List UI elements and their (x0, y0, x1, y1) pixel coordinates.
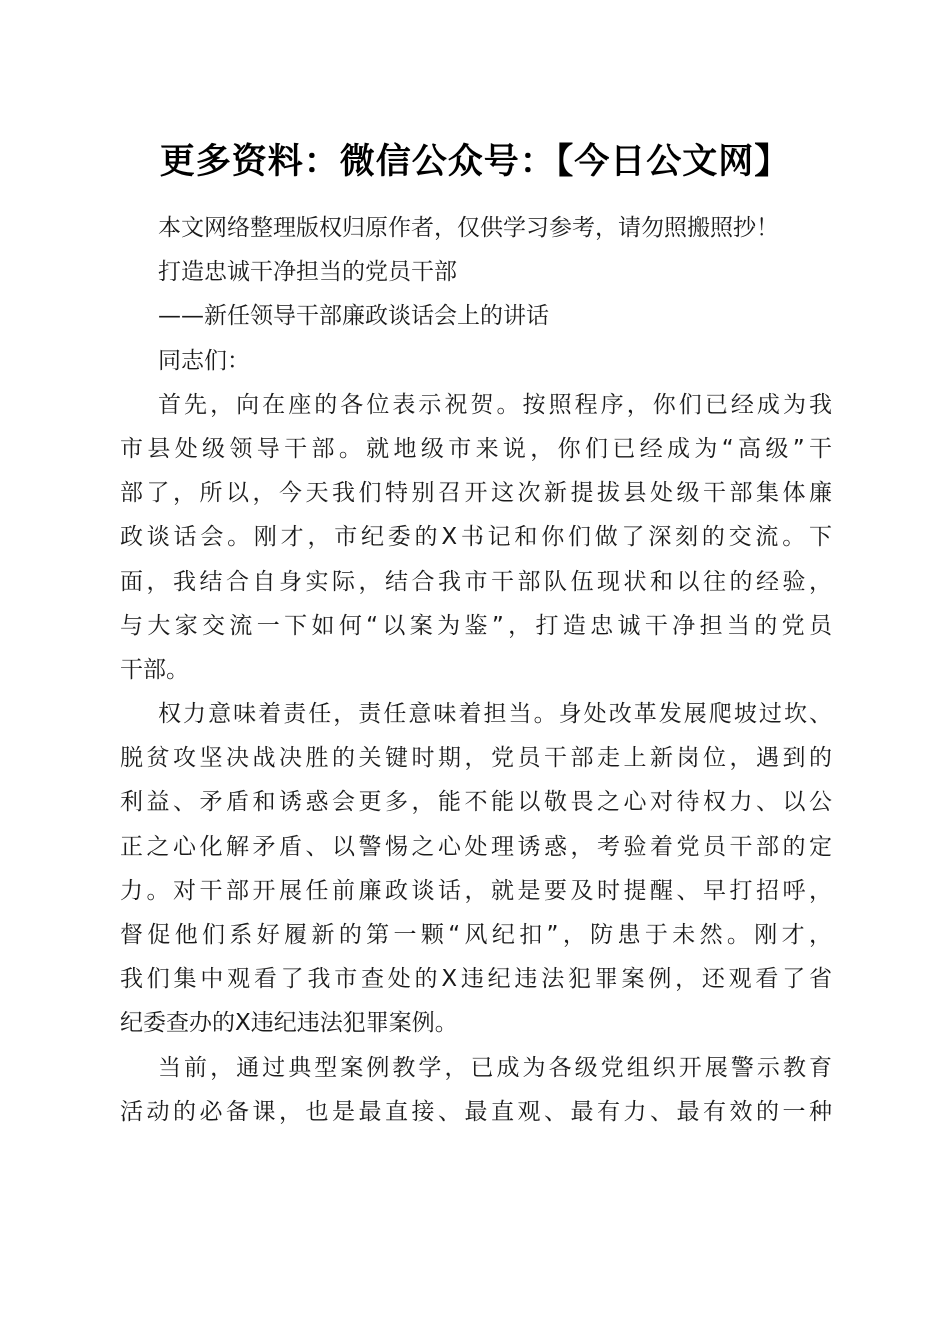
paragraph (120, 383, 832, 692)
paragraph-line: 利益、矛盾和诱惑会更多，能不能以敬畏之心对待权力、以公 (120, 789, 832, 816)
paragraph-line: 当前，通过典型案例教学，已成为各级党组织开展警示教育 (158, 1054, 832, 1081)
paragraph-line: 纪委查办的X违纪违法犯罪案例。 (120, 1010, 458, 1037)
speech-subtitle: ——新任领导干部廉政谈话会上的讲话 (158, 303, 549, 330)
paragraph-line: 市县处级领导干部。就地级市来说，你们已经成为“高级”干 (120, 435, 832, 462)
paragraph (120, 692, 832, 1046)
copyright-notice: 本文网络整理版权归原作者，仅供学习参考，请勿照搬照抄！ (158, 215, 779, 241)
paragraph-line: 首先，向在座的各位表示祝贺。按照程序，你们已经成为我 (158, 391, 832, 418)
paragraph-line: 活动的必备课，也是最直接、最直观、最有力、最有效的一种 (120, 1098, 832, 1125)
paragraph-line: 力。对干部开展任前廉政谈话，就是要及时提醒、早打招呼， (120, 877, 832, 904)
paragraph-line: 干部。 (120, 656, 189, 683)
paragraph (120, 1046, 832, 1134)
paragraph-line: 部了，所以，今天我们特别召开这次新提拔县处级干部集体廉 (120, 480, 832, 507)
paragraph-line: 面，我结合自身实际，结合我市干部队伍现状和以往的经验， (120, 568, 832, 595)
paragraph-line: 政谈话会。刚才，市纪委的X书记和你们做了深刻的交流。下 (120, 524, 832, 551)
salutation: 同志们： (158, 347, 250, 374)
speech-title: 打造忠诚干净担当的党员干部 (158, 259, 457, 286)
document-body (120, 206, 832, 1134)
paragraph-line: 脱贫攻坚决战决胜的关键时期，党员干部走上新岗位，遇到的 (120, 745, 832, 772)
paragraph-line: 权力意味着责任，责任意味着担当。身处改革发展爬坡过坎、 (158, 701, 832, 728)
paragraph-line: 督促他们系好履新的第一颗“风纪扣”，防患于未然。刚才， (120, 922, 832, 948)
paragraph-line: 正之心化解矛盾、以警惕之心处理诱惑，考验着党员干部的定 (120, 833, 832, 860)
paragraph-line: 我们集中观看了我市查处的X违纪违法犯罪案例，还观看了省 (120, 966, 832, 993)
paragraph-line: 与大家交流一下如何“以案为鉴”，打造忠诚干净担当的党员 (120, 612, 832, 639)
page-header-title: 更多资料：微信公众号：【今日公文网】 (159, 141, 791, 182)
